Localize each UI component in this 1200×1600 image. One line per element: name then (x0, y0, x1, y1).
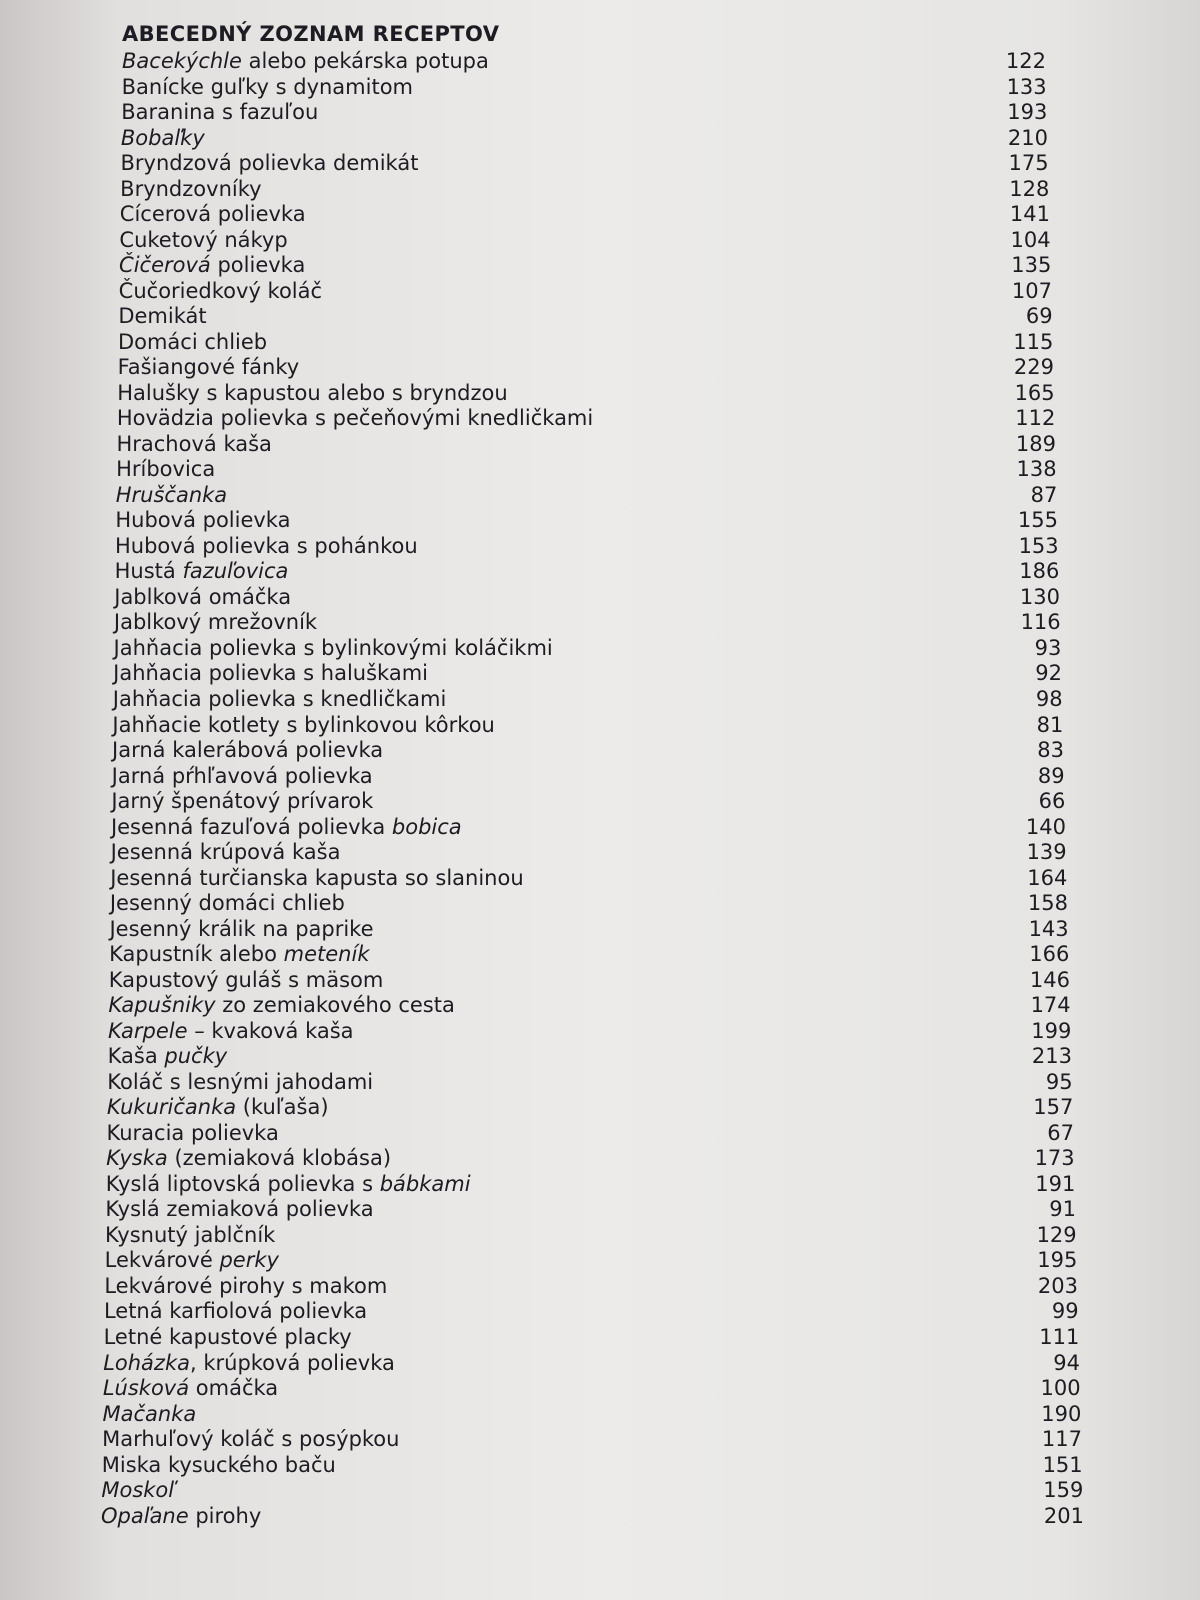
recipe-name-italic-part: Bacekýchle (122, 49, 242, 73)
page-number: 155 (1017, 508, 1058, 533)
recipe-name (110, 891, 345, 915)
index-entry (107, 1093, 1073, 1119)
recipe-name-part: Domáci chlieb (117, 329, 268, 354)
recipe-name (117, 381, 508, 405)
recipe-name (114, 610, 317, 634)
index-entry (119, 251, 1051, 277)
page-number: 98 (1035, 687, 1063, 711)
recipe-name (105, 1197, 373, 1221)
recipe-name (102, 1402, 196, 1426)
recipe-name (113, 661, 428, 685)
recipe-name (119, 253, 305, 277)
recipe-name (118, 330, 267, 354)
index-entry (115, 532, 1059, 558)
recipe-name-part: (kuľaša) (236, 1095, 329, 1120)
recipe-name (108, 1044, 228, 1068)
index-entry (117, 379, 1054, 405)
recipe-name (119, 228, 287, 252)
recipe-name (108, 993, 455, 1017)
recipe-name (118, 304, 206, 328)
recipe-name-part: pirohy (188, 1503, 262, 1528)
index-entry (121, 149, 1049, 175)
page-number: 115 (1013, 329, 1054, 354)
recipe-name (105, 1223, 275, 1247)
recipe-name (115, 508, 290, 532)
recipe-name-italic-part: Čičerová (119, 253, 211, 278)
page-number: 213 (1031, 1044, 1072, 1069)
index-entry (111, 787, 1065, 813)
page-number: 129 (1036, 1222, 1077, 1247)
recipe-name-part: Jesenná krúpová kaša (110, 840, 341, 865)
index-entry (121, 98, 1047, 124)
page-number: 201 (1043, 1503, 1084, 1528)
page-number: 229 (1013, 355, 1054, 380)
recipe-name-part: Kapustník alebo (109, 942, 284, 967)
index-entry (104, 1297, 1079, 1323)
recipe-name-part: Kyslá zemiaková polievka (105, 1197, 374, 1222)
index-entry (102, 1425, 1082, 1451)
recipe-name (101, 1504, 261, 1528)
recipe-name-italic-part: bobica (391, 814, 462, 839)
recipe-name (115, 534, 418, 558)
index-entry (114, 583, 1060, 609)
recipe-name-part: Demikát (118, 304, 207, 329)
recipe-name-italic-part: Kapušniky (108, 993, 216, 1018)
index-entry (109, 940, 1069, 966)
recipe-name-part: Letná karfiolová polievka (103, 1299, 368, 1324)
recipe-name-part: Cícerová polievka (119, 202, 306, 227)
index-entry (115, 506, 1058, 532)
recipe-name-part: polievka (210, 253, 306, 278)
recipe-name-part: Kapustový guláš s mäsom (108, 967, 384, 992)
page-number: 122 (1005, 49, 1046, 73)
recipe-name (105, 1248, 279, 1272)
index-entry (109, 915, 1068, 941)
index-entry (121, 124, 1048, 150)
page-number: 104 (1010, 227, 1051, 252)
recipe-name (109, 917, 373, 941)
index-entry (106, 1170, 1076, 1196)
recipe-name-italic-part: bábkami (379, 1171, 471, 1196)
index-entry (116, 481, 1058, 507)
index-entry (119, 277, 1052, 303)
recipe-name (121, 151, 419, 175)
index-entry (114, 634, 1062, 660)
index-entry (107, 1068, 1072, 1094)
recipe-name (107, 1070, 373, 1094)
recipe-name (111, 789, 373, 813)
index-entry (120, 175, 1049, 201)
index-entry (112, 711, 1063, 737)
recipe-name-part: Kyslá liptovská polievka s (105, 1171, 380, 1196)
recipe-name-italic-part: Loházka (103, 1350, 190, 1375)
recipe-name-part: Cuketový nákyp (119, 227, 288, 252)
recipe-name (104, 1274, 387, 1298)
page-number: 143 (1028, 916, 1069, 941)
recipe-name-part: Jarná kalerábová polievka (112, 738, 384, 763)
page-number: 164 (1027, 865, 1068, 890)
index-entry (117, 404, 1055, 430)
page-number: 146 (1029, 967, 1070, 992)
index-entry (111, 838, 1067, 864)
page-number: 157 (1033, 1095, 1074, 1120)
page-number: 139 (1026, 840, 1067, 865)
page-number: 173 (1034, 1146, 1075, 1171)
page-number: 175 (1008, 151, 1049, 176)
recipe-name (104, 1325, 352, 1349)
recipe-name-part: omáčka (189, 1376, 279, 1401)
recipe-name (121, 126, 205, 150)
recipe-name-part: Kysnutý jablčník (105, 1222, 276, 1247)
recipe-name (107, 1095, 329, 1119)
recipe-name-part: Jesenná fazuľová polievka (110, 814, 392, 839)
index-entry (105, 1246, 1078, 1272)
recipe-name-part: Jesenný králik na paprike (109, 916, 374, 941)
recipe-name-part: Banícke guľky s dynamitom (121, 74, 414, 99)
page-number: 203 (1037, 1273, 1078, 1298)
index-entry (112, 736, 1064, 762)
recipe-name (120, 177, 261, 201)
index-entry (111, 813, 1066, 839)
page-number: 191 (1035, 1171, 1076, 1196)
recipe-name (101, 1478, 174, 1502)
page-number: 138 (1016, 457, 1057, 482)
index-entry (109, 966, 1070, 992)
recipe-name-part: Koláč s lesnými jahodami (107, 1069, 374, 1094)
recipe-name-part: alebo pekárska potupa (241, 49, 489, 73)
page-number: 66 (1038, 789, 1066, 814)
page-number: 193 (1007, 100, 1048, 125)
page-number: 92 (1035, 661, 1062, 686)
page-number: 165 (1014, 380, 1055, 405)
page-number: 99 (1051, 1299, 1079, 1324)
recipe-name-part: Bryndzovníky (120, 176, 262, 201)
page-number: 128 (1009, 176, 1050, 201)
recipe-name (118, 355, 300, 379)
recipe-name-italic-part: Kukuričanka (106, 1095, 237, 1120)
index-entry (122, 73, 1047, 99)
index-entry (106, 1144, 1075, 1170)
page-number: 116 (1020, 610, 1061, 635)
recipe-name (106, 1172, 471, 1196)
index-entry (113, 659, 1062, 685)
index-entry (102, 1451, 1083, 1477)
page-number: 111 (1039, 1325, 1080, 1349)
recipe-name-part: Kaša (107, 1044, 165, 1069)
page-number: 151 (1042, 1452, 1083, 1477)
page-number: 130 (1019, 584, 1060, 609)
recipe-name (112, 764, 373, 788)
recipe-name-part: Hríbovica (116, 457, 216, 482)
recipe-name (122, 49, 489, 73)
index-entry (118, 353, 1054, 379)
recipe-name-italic-part: pučky (164, 1044, 228, 1069)
page-number: 87 (1030, 482, 1058, 507)
index-entry (113, 685, 1063, 711)
recipe-name-italic-part: Hruščanka (115, 482, 228, 507)
recipe-name (111, 815, 462, 839)
index-entry (116, 455, 1057, 481)
recipe-name (104, 1299, 367, 1323)
recipe-name-part: Fašiangové fánky (117, 355, 300, 380)
recipe-name (116, 457, 215, 481)
page-number: 159 (1043, 1478, 1084, 1503)
recipe-name (122, 75, 413, 99)
recipe-name (109, 942, 369, 966)
recipe-name-part: – kvaková kaša (187, 1018, 354, 1043)
recipe-name-italic-part: Opaľane (101, 1503, 189, 1528)
index-entry (107, 1119, 1074, 1145)
recipe-name-italic-part: Lúsková (102, 1376, 190, 1401)
page-number: 186 (1019, 559, 1060, 584)
recipe-name (112, 738, 383, 762)
index-entry (120, 200, 1050, 226)
page-number: 89 (1037, 763, 1065, 788)
recipe-name-part: Jablkový mrežovník (113, 610, 318, 635)
recipe-name-part: Jahňacia polievka s haluškami (113, 661, 428, 686)
recipe-name-part: Jarná pŕhľavová polievka (111, 763, 373, 788)
recipe-name (121, 100, 318, 124)
recipe-name-part: Lekvárové (104, 1248, 220, 1273)
recipe-name (103, 1351, 395, 1375)
index-entry (115, 557, 1060, 583)
index-entry (114, 608, 1061, 634)
page-number: 83 (1037, 738, 1064, 763)
recipe-name (114, 585, 291, 609)
page-number: 81 (1036, 712, 1064, 737)
page-number: 133 (1006, 74, 1047, 99)
page-number: 135 (1011, 253, 1052, 278)
recipe-name-italic-part: Moskoľ (101, 1478, 175, 1503)
index-entry (118, 302, 1052, 328)
index-entry (103, 1374, 1081, 1400)
recipe-name-part: Jablková omáčka (114, 584, 292, 609)
recipe-name (112, 713, 494, 737)
page-number: 153 (1018, 533, 1059, 558)
recipe-name-part: Hubová polievka s pohánkou (115, 533, 418, 558)
recipe-name-part: Hustá (114, 559, 183, 584)
recipe-name-part: Jahňacia polievka s bylinkovými koláčikmi (113, 635, 553, 660)
recipe-name (110, 866, 523, 890)
recipe-name (108, 1019, 354, 1043)
index-entry (105, 1195, 1076, 1221)
index-entry (108, 1042, 1072, 1068)
recipe-name (107, 1121, 279, 1145)
recipe-name (109, 968, 384, 992)
index-entry (110, 889, 1068, 915)
page-number: 107 (1011, 278, 1052, 303)
recipe-name-part: Letné kapustové placky (103, 1325, 352, 1349)
recipe-name-part: Bryndzová polievka demikát (120, 151, 419, 176)
recipe-name-part: Hovädzia polievka s pečeňovými knedličkami (116, 406, 594, 431)
recipe-name-part: Jahňacia polievka s knedličkami (112, 687, 447, 711)
recipe-name-part: Hubová polievka (115, 508, 291, 533)
recipe-name-italic-part: fazuľovica (182, 559, 289, 584)
page-number: 190 (1041, 1401, 1082, 1426)
index-entry (103, 1349, 1080, 1375)
recipe-name (114, 636, 553, 660)
page-number: 199 (1031, 1018, 1072, 1043)
recipe-name-italic-part: meteník (283, 942, 370, 967)
recipe-name (113, 687, 447, 711)
recipe-name-part: Halušky s kapustou alebo s bryndzou (117, 380, 508, 405)
recipe-name (103, 1376, 278, 1400)
page-number: 100 (1040, 1376, 1081, 1401)
index-entry (101, 1502, 1084, 1528)
page-number: 210 (1007, 125, 1048, 150)
page-number: 93 (1034, 635, 1062, 660)
page-number: 67 (1047, 1120, 1074, 1145)
recipe-name-part: Jarný špenátový prívarok (111, 789, 374, 814)
recipe-name-part: Jesenný domáci chlieb (109, 891, 345, 916)
index-entry (105, 1221, 1077, 1247)
index-entry (104, 1323, 1080, 1349)
index-entry (118, 328, 1053, 354)
recipe-name-italic-part: Karpele (108, 1018, 188, 1043)
recipe-name-part: Hrachová kaša (116, 431, 272, 456)
recipe-name-part: Čučoriedkový koláč (118, 278, 323, 303)
recipe-name-part: Lekvárové pirohy s makom (104, 1273, 388, 1298)
index-entry (119, 226, 1050, 252)
page-number: 91 (1049, 1197, 1076, 1222)
recipe-name-part: Jahňacie kotlety s bylinkovou kôrkou (112, 712, 495, 737)
page-number: 158 (1027, 891, 1068, 916)
recipe-name-part: Miska kysuckého baču (101, 1452, 336, 1477)
index-entry (108, 1017, 1071, 1043)
index-entry (108, 991, 1070, 1017)
recipe-name (106, 1146, 391, 1170)
page-number: 141 (1009, 202, 1050, 227)
recipe-name-part: (zemiaková klobása) (167, 1146, 392, 1171)
recipe-name (116, 483, 227, 507)
index-entry (102, 1400, 1081, 1426)
page-number: 189 (1015, 431, 1056, 456)
index-entry (116, 430, 1056, 456)
recipe-name (102, 1427, 399, 1451)
recipe-name-part: , krúpková polievka (189, 1350, 395, 1375)
recipe-name (117, 406, 593, 430)
recipe-name-italic-part: Kyska (106, 1146, 168, 1171)
recipe-name-part: zo zemiakového cesta (215, 993, 455, 1018)
recipe-name-italic-part: Mačanka (102, 1401, 197, 1426)
recipe-name-part: Kuracia polievka (106, 1120, 279, 1145)
page-number: 140 (1025, 814, 1066, 839)
index-entry (122, 47, 1046, 73)
recipe-name (120, 202, 306, 226)
page-number: 117 (1041, 1427, 1082, 1452)
page-title: ABECEDNÝ ZOZNAM RECEPTOV (122, 22, 500, 46)
page-number: 112 (1015, 406, 1056, 431)
page-number: 195 (1037, 1248, 1078, 1273)
index-entry (101, 1476, 1083, 1502)
index-entry (110, 864, 1067, 890)
recipe-name (119, 279, 322, 303)
recipe-name-italic-part: Bobaľky (120, 125, 205, 150)
recipe-name (111, 840, 341, 864)
page-number: 95 (1045, 1069, 1073, 1094)
page-number: 166 (1029, 942, 1070, 967)
page-number: 69 (1025, 304, 1053, 329)
index-entry (112, 762, 1065, 788)
index-entry (104, 1272, 1078, 1298)
recipe-name-italic-part: perky (219, 1248, 279, 1273)
recipe-name-part: Marhuľový koláč s posýpkou (102, 1427, 400, 1452)
recipe-name (116, 432, 271, 456)
page-number: 174 (1030, 993, 1071, 1018)
recipe-name-part: Jesenná turčianska kapusta so slaninou (110, 865, 524, 890)
recipe-name (102, 1453, 336, 1477)
recipe-name-part: Baranina s fazuľou (121, 100, 319, 125)
page-number: 94 (1053, 1350, 1080, 1375)
recipe-name (115, 559, 289, 583)
